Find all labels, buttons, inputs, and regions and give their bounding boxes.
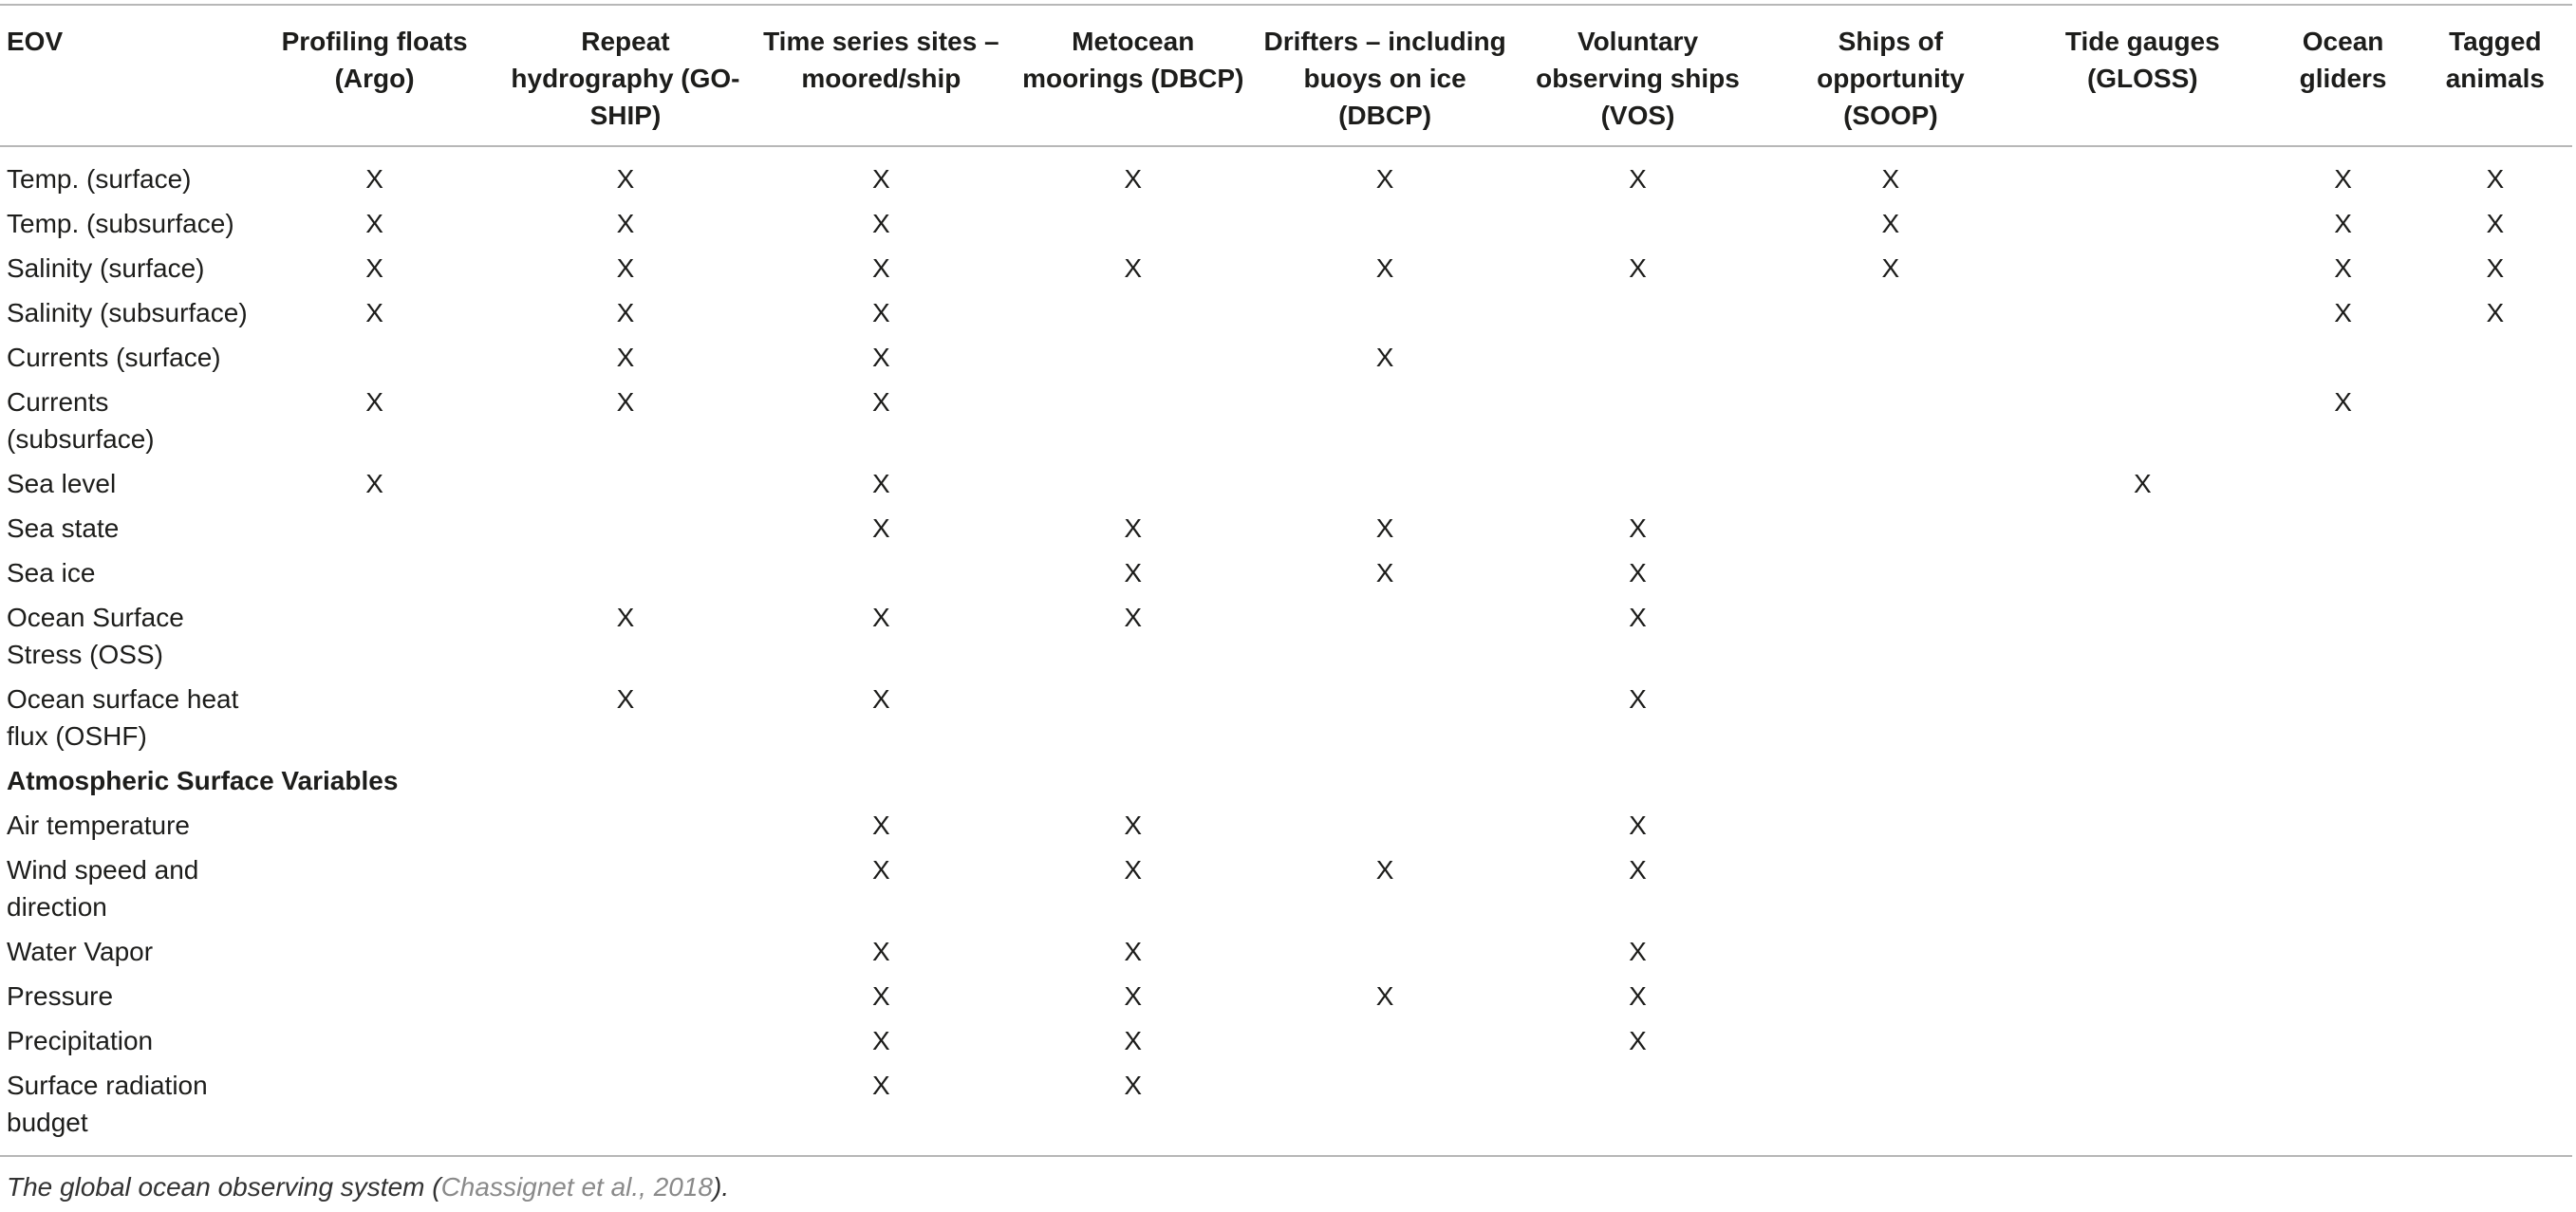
row-label: Sea level: [7, 469, 117, 498]
table-cell: [2017, 200, 2268, 245]
header-row: [0, 5, 2572, 146]
table-row: [0, 847, 2572, 928]
table-cell: [1511, 1062, 1764, 1156]
table-cell: X: [616, 387, 635, 417]
table-cell: [2418, 550, 2572, 594]
table-cell: X: [872, 469, 890, 498]
table-cell: X: [1375, 981, 1394, 1011]
column-header-metocean-moorings: Metocean moorings (DBCP): [1008, 5, 1259, 146]
table-cell: X: [1629, 937, 1647, 966]
table-header: [0, 5, 2572, 146]
table-cell: [2418, 1017, 2572, 1062]
table-cell: X: [616, 253, 635, 283]
table-cell: [1259, 676, 1511, 757]
table-cell: [2017, 1017, 2268, 1062]
row-label: Precipitation: [7, 1026, 154, 1055]
table-cell: X: [872, 343, 890, 372]
table-cell: X: [872, 164, 890, 194]
table-cell: X: [872, 1071, 890, 1100]
table-cell: [252, 676, 495, 757]
table-cell: X: [1375, 855, 1394, 885]
table-cell: [496, 802, 755, 847]
row-label: Air temperature: [7, 811, 190, 840]
table-cell: X: [872, 387, 890, 417]
table-cell: X: [2486, 253, 2505, 283]
table-cell: [2418, 594, 2572, 676]
table-cell: X: [1629, 558, 1647, 587]
table-cell: [2418, 802, 2572, 847]
table-cell: X: [616, 164, 635, 194]
column-header-tagged-animals: Tagged animals: [2418, 5, 2572, 146]
table-row: [0, 1062, 2572, 1156]
table-cell: X: [365, 469, 383, 498]
table-cell: [2268, 973, 2417, 1017]
table-cell: [1259, 802, 1511, 847]
table-cell: X: [2334, 387, 2352, 417]
column-header-ocean-gliders: Ocean gliders: [2268, 5, 2417, 146]
table-cell: X: [1629, 603, 1647, 632]
table-cell: X: [1629, 164, 1647, 194]
table-cell: [1764, 379, 2017, 460]
table-cell: [1259, 460, 1511, 505]
table-cell: [2017, 245, 2268, 289]
table-cell: X: [872, 981, 890, 1011]
table-cell: [2268, 1062, 2417, 1156]
table-row: [0, 289, 2572, 334]
table-cell: X: [872, 209, 890, 238]
row-label: Salinity (surface): [7, 253, 205, 283]
table-cell: [1008, 676, 1259, 757]
table-cell: [2268, 550, 2417, 594]
table-cell: [2017, 550, 2268, 594]
row-label: Sea state: [7, 513, 120, 543]
table-cell: [1764, 1017, 2017, 1062]
table-cell: [1764, 973, 2017, 1017]
table-cell: [1764, 594, 2017, 676]
table-row: [0, 245, 2572, 289]
table-cell: [252, 550, 495, 594]
table-cell: [2418, 379, 2572, 460]
table-cell: [496, 847, 755, 928]
table-cell: [1764, 460, 2017, 505]
row-label: Sea ice: [7, 558, 96, 587]
table-cell: X: [1629, 855, 1647, 885]
table-cell: X: [1375, 164, 1394, 194]
table-cell: [1511, 289, 1764, 334]
table-cell: [2017, 289, 2268, 334]
table-cell: [1511, 379, 1764, 460]
table-cell: [496, 973, 755, 1017]
table-cell: X: [2334, 253, 2352, 283]
table-cell: [2418, 1062, 2572, 1156]
row-label: Currents (surface): [7, 343, 221, 372]
table-cell: [252, 802, 495, 847]
table-cell: [1511, 460, 1764, 505]
row-label: Surface radiation budget: [7, 1071, 208, 1137]
caption-end: ).: [713, 1172, 730, 1202]
table-cell: X: [1881, 209, 1900, 238]
table-cell: [496, 550, 755, 594]
table-cell: [2017, 379, 2268, 460]
table-cell: X: [1124, 855, 1143, 885]
table-row: [0, 146, 2572, 200]
table-cell: X: [1375, 343, 1394, 372]
table-cell: [1259, 928, 1511, 973]
table-body: [0, 146, 2572, 1156]
table-cell: X: [1124, 253, 1143, 283]
table-cell: X: [365, 387, 383, 417]
table-cell: X: [872, 1026, 890, 1055]
table-cell: X: [872, 937, 890, 966]
table-cell: [1764, 334, 2017, 379]
table-cell: [1764, 550, 2017, 594]
table-cell: X: [1124, 981, 1143, 1011]
table-cell: X: [1375, 253, 1394, 283]
table-cell: X: [365, 209, 383, 238]
table-cell: [1764, 928, 2017, 973]
table-cell: X: [872, 513, 890, 543]
table-cell: [2017, 928, 2268, 973]
table-cell: X: [365, 298, 383, 327]
table-cell: X: [1375, 513, 1394, 543]
table-cell: X: [1124, 1026, 1143, 1055]
row-label: Wind speed and direction: [7, 855, 199, 922]
table-caption: [7, 1172, 729, 1203]
table-cell: [2017, 847, 2268, 928]
table-cell: [2017, 802, 2268, 847]
table-cell: X: [616, 209, 635, 238]
column-header-time-series: Time series sites – moored/ship: [755, 5, 1007, 146]
table-cell: [252, 505, 495, 550]
table-cell: [2418, 334, 2572, 379]
table-cell: X: [365, 253, 383, 283]
table-cell: [2268, 847, 2417, 928]
table-row: [0, 802, 2572, 847]
eov-observing-table: [0, 4, 2572, 1157]
table-row: [0, 973, 2572, 1017]
table-cell: X: [1629, 513, 1647, 543]
table-cell: [1764, 1062, 2017, 1156]
table-cell: X: [872, 811, 890, 840]
table-cell: [252, 973, 495, 1017]
table-row: [0, 1017, 2572, 1062]
table-cell: [496, 1017, 755, 1062]
table-cell: [1259, 379, 1511, 460]
table-cell: X: [2133, 469, 2152, 498]
table-cell: [2017, 1062, 2268, 1156]
table-cell: [1259, 594, 1511, 676]
table-cell: X: [872, 603, 890, 632]
table-cell: [496, 460, 755, 505]
table-cell: X: [616, 298, 635, 327]
table-cell: [755, 550, 1007, 594]
table-cell: [2017, 146, 2268, 200]
table-cell: [2418, 676, 2572, 757]
table-cell: [252, 847, 495, 928]
table-cell: [2418, 928, 2572, 973]
table-cell: [1764, 802, 2017, 847]
table-cell: X: [2486, 164, 2505, 194]
table-cell: [2017, 505, 2268, 550]
table-cell: X: [1629, 811, 1647, 840]
row-label: Salinity (subsurface): [7, 298, 248, 327]
table-cell: X: [872, 298, 890, 327]
table-cell: X: [2486, 298, 2505, 327]
row-label: Pressure: [7, 981, 114, 1011]
table-cell: [2017, 676, 2268, 757]
table-cell: [2418, 505, 2572, 550]
table-cell: [1764, 676, 2017, 757]
column-header-eov: EOV: [0, 5, 252, 146]
table-cell: X: [1124, 937, 1143, 966]
table-cell: [1008, 334, 1259, 379]
table-cell: [2268, 594, 2417, 676]
table-cell: X: [1629, 981, 1647, 1011]
table-cell: [1259, 289, 1511, 334]
table-cell: [2418, 847, 2572, 928]
table-cell: [1511, 334, 1764, 379]
table-cell: [1764, 847, 2017, 928]
table-cell: [1764, 505, 2017, 550]
table-cell: [252, 928, 495, 973]
row-label: Ocean Surface Stress (OSS): [7, 603, 184, 669]
table-cell: [252, 1017, 495, 1062]
table-cell: X: [872, 253, 890, 283]
table-cell: [2268, 460, 2417, 505]
table-cell: [1008, 379, 1259, 460]
table-cell: X: [1124, 811, 1143, 840]
table-cell: [2268, 676, 2417, 757]
table-cell: X: [1124, 603, 1143, 632]
table-cell: [496, 505, 755, 550]
table-cell: [1008, 200, 1259, 245]
table-row: [0, 379, 2572, 460]
table-cell: [1259, 200, 1511, 245]
table-cell: [2017, 334, 2268, 379]
column-header-argo: Profiling floats (Argo): [252, 5, 495, 146]
row-label: Ocean surface heat flux (OSHF): [7, 684, 239, 751]
table-cell: [2017, 594, 2268, 676]
row-label: Currents (subsurface): [7, 387, 155, 454]
table-cell: X: [1375, 558, 1394, 587]
table-row: [0, 460, 2572, 505]
column-header-vos: Voluntary observing ships (VOS): [1511, 5, 1764, 146]
table-cell: [2268, 802, 2417, 847]
table-cell: [496, 1062, 755, 1156]
table-cell: [2268, 928, 2417, 973]
table-row: [0, 334, 2572, 379]
table-row: [0, 594, 2572, 676]
table-cell: [496, 928, 755, 973]
table-cell: [1008, 460, 1259, 505]
table-cell: [2418, 460, 2572, 505]
table-cell: X: [616, 684, 635, 714]
table-cell: [2017, 973, 2268, 1017]
table-cell: [2418, 973, 2572, 1017]
table-cell: X: [1124, 513, 1143, 543]
table-cell: X: [2486, 209, 2505, 238]
table-cell: X: [1124, 164, 1143, 194]
table-cell: [1008, 289, 1259, 334]
column-header-drifters: Drifters – including buoys on ice (DBCP): [1259, 5, 1511, 146]
table-cell: X: [1124, 558, 1143, 587]
table-cell: [1511, 200, 1764, 245]
table-cell: X: [365, 164, 383, 194]
table-cell: X: [1629, 253, 1647, 283]
section-row: [0, 757, 2572, 802]
table-cell: [1764, 289, 2017, 334]
table-cell: [252, 1062, 495, 1156]
table-row: [0, 676, 2572, 757]
table-cell: [252, 594, 495, 676]
table-cell: X: [2334, 298, 2352, 327]
table-cell: X: [1881, 164, 1900, 194]
row-label: Water Vapor: [7, 937, 154, 966]
column-header-go-ship: Repeat hydrography (GO-SHIP): [496, 5, 755, 146]
table-cell: X: [616, 603, 635, 632]
row-label: Temp. (subsurface): [7, 209, 234, 238]
table-row: [0, 505, 2572, 550]
table-row: [0, 550, 2572, 594]
table-cell: X: [2334, 164, 2352, 194]
table-cell: X: [2334, 209, 2352, 238]
section-heading: Atmospheric Surface Variables: [7, 766, 399, 795]
column-header-tide-gauges: Tide gauges (GLOSS): [2017, 5, 2268, 146]
table-cell: [1259, 1062, 1511, 1156]
table-row: [0, 928, 2572, 973]
table-cell: [2268, 505, 2417, 550]
caption-citation-link[interactable]: Chassignet et al., 2018: [440, 1172, 713, 1202]
table-cell: X: [1629, 684, 1647, 714]
table-cell: X: [1124, 1071, 1143, 1100]
table-cell: [252, 334, 495, 379]
caption-text: The global ocean observing system (: [7, 1172, 441, 1202]
column-header-soop: Ships of opportunity (SOOP): [1764, 5, 2017, 146]
row-label: Temp. (surface): [7, 164, 192, 194]
table-cell: X: [872, 684, 890, 714]
table-cell: [2268, 334, 2417, 379]
table-cell: X: [1629, 1026, 1647, 1055]
table-cell: X: [872, 855, 890, 885]
table-cell: [1259, 1017, 1511, 1062]
table-row: [0, 200, 2572, 245]
table-cell: X: [616, 343, 635, 372]
table-cell: [2268, 1017, 2417, 1062]
table-cell: X: [1881, 253, 1900, 283]
